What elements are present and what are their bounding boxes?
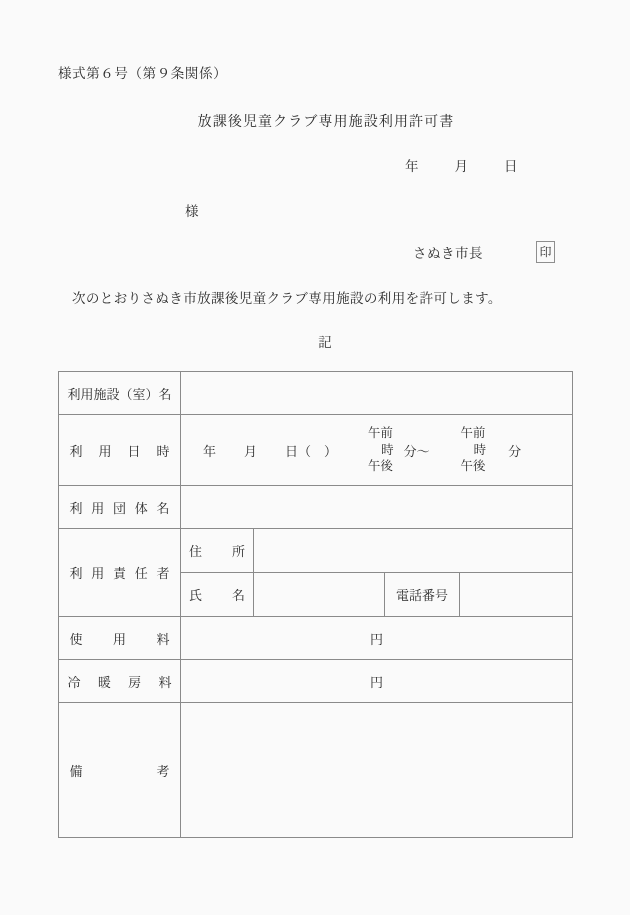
manager-address-label: 住所 — [181, 529, 254, 573]
datetime-weekday: （ ） — [298, 443, 338, 459]
datetime-year: 年 — [203, 443, 217, 459]
issue-date-year: 年 — [405, 159, 419, 174]
end-hour-label: 時 — [473, 442, 487, 457]
manager-phone-value[interactable] — [460, 573, 573, 617]
page-title: 放課後児童クラブ専用施設利用許可書 — [197, 115, 455, 130]
table-row-remarks — [59, 703, 573, 838]
table-row-usage-fee — [59, 617, 573, 660]
start-minute-label: 分〜 — [403, 443, 430, 459]
group-value[interactable] — [181, 486, 573, 529]
manager-name-label: 氏名 — [181, 573, 254, 617]
facility-label: 利用施設（室）名 — [59, 372, 181, 415]
start-time-ampm-group — [367, 425, 394, 475]
manager-label: 利用責任者 — [59, 529, 181, 617]
end-am-label: 午前 — [460, 426, 486, 441]
table-row-datetime — [59, 415, 573, 486]
table-row-hvac-fee — [59, 660, 573, 703]
remarks-label: 備考 — [59, 703, 181, 838]
start-pm-label: 午後 — [367, 459, 393, 474]
start-am-label: 午前 — [367, 426, 393, 441]
datetime-value[interactable] — [181, 415, 573, 486]
seal-stamp-box: 印 — [536, 241, 555, 263]
manager-address-value[interactable] — [254, 529, 573, 573]
hvac-fee-unit: 円 — [369, 674, 383, 690]
issuer-name: さぬき市長 — [413, 246, 483, 261]
addressee-honorific: 様 — [185, 204, 199, 219]
table-row-manager-address — [59, 529, 573, 573]
usage-fee-value[interactable] — [181, 617, 573, 660]
datetime-label: 利用日時 — [59, 415, 181, 486]
datetime-fields — [181, 425, 572, 475]
datetime-ymd — [203, 441, 337, 460]
datetime-month: 月 — [244, 443, 258, 459]
usage-fee-unit: 円 — [369, 631, 383, 647]
start-hour-label: 時 — [381, 442, 394, 457]
end-time-ampm-group — [460, 425, 487, 475]
permit-details-table — [58, 371, 573, 838]
manager-name-value[interactable] — [254, 573, 385, 617]
issue-date-line — [405, 155, 518, 175]
table-row-group — [59, 486, 573, 529]
end-pm-label: 午後 — [460, 459, 486, 474]
manager-phone-label: 電話番号 — [385, 573, 460, 617]
hvac-fee-label: 冷暖房料 — [59, 660, 181, 703]
issue-date-day: 日 — [504, 159, 518, 174]
issue-date-month: 月 — [454, 159, 468, 174]
ki-marker: 記 — [318, 335, 332, 350]
remarks-value[interactable] — [181, 703, 573, 838]
hvac-fee-value[interactable] — [181, 660, 573, 703]
usage-fee-label: 使用料 — [59, 617, 181, 660]
facility-value[interactable] — [181, 372, 573, 415]
group-label: 利用団体名 — [59, 486, 181, 529]
end-minute-label: 分 — [508, 443, 522, 459]
body-statement: 次のとおりさぬき市放課後児童クラブ専用施設の利用を許可します。 — [72, 291, 502, 306]
form-number: 様式第６号（第９条関係） — [58, 66, 228, 81]
table-row-facility — [59, 372, 573, 415]
datetime-day: 日 — [285, 443, 299, 459]
